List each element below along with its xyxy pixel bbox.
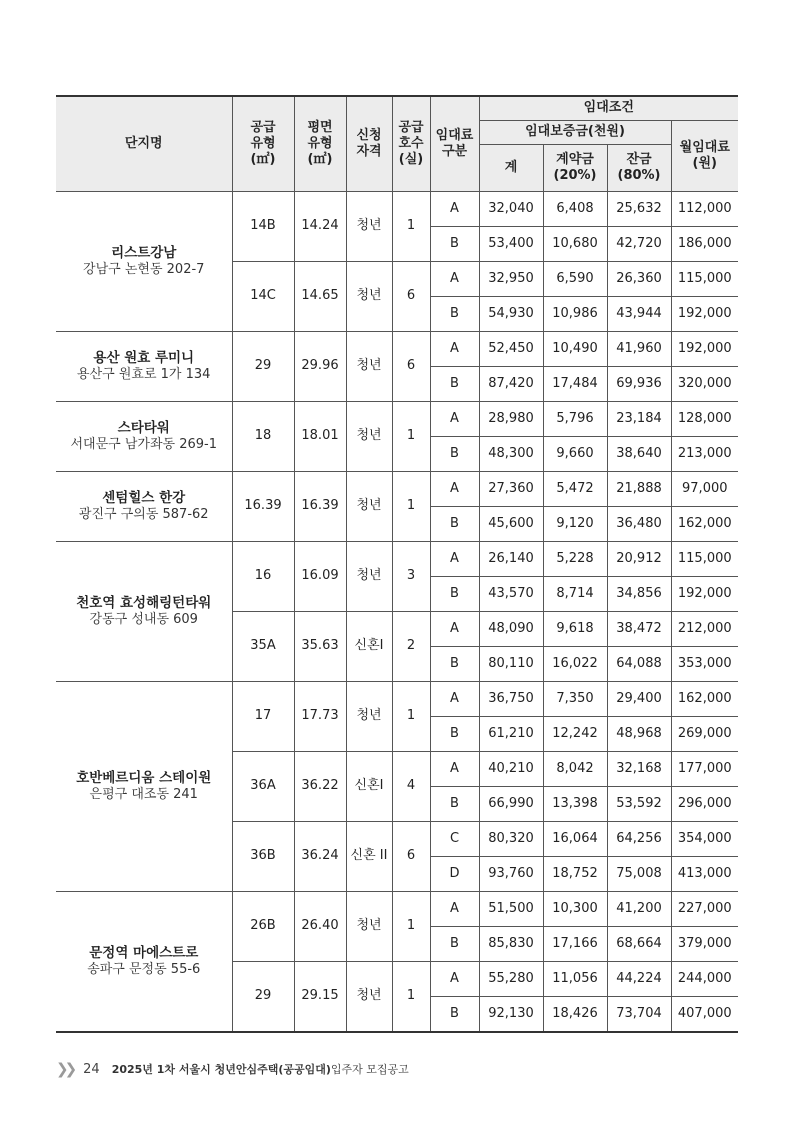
area-type-cell: 14.65 [294,262,346,332]
contract-cell: 5,472 [543,472,607,507]
contract-cell: 8,714 [543,577,607,612]
rent-table [56,95,738,1033]
area-type-cell: 18.01 [294,402,346,472]
units-cell: 1 [392,682,430,752]
complex-cell [56,542,232,682]
deposit-total-cell: 53,400 [479,227,543,262]
supply-type-cell: 14C [232,262,294,332]
monthly-rent-cell: 177,000 [671,752,738,787]
rent-class-cell: B [430,647,479,682]
balance-cell: 42,720 [607,227,671,262]
eligibility-cell: 청년 [346,542,392,612]
deposit-total-cell: 48,300 [479,437,543,472]
balance-cell: 38,640 [607,437,671,472]
col-deposit: 임대보증금(천원) [479,121,671,145]
rent-class-cell: A [430,472,479,507]
contract-cell: 9,120 [543,507,607,542]
complex-cell [56,332,232,402]
supply-type-cell: 16 [232,542,294,612]
balance-cell: 44,224 [607,962,671,997]
rent-class-cell: B [430,227,479,262]
rent-class-cell: A [430,192,479,227]
supply-type-cell: 29 [232,962,294,1033]
balance-cell: 48,968 [607,717,671,752]
units-cell: 1 [392,892,430,962]
col-monthly: 월임대료 (원) [671,121,738,192]
deposit-total-cell: 32,950 [479,262,543,297]
area-type-cell: 29.15 [294,962,346,1033]
deposit-total-cell: 55,280 [479,962,543,997]
col-total: 계 [479,145,543,192]
rent-class-cell: A [430,752,479,787]
units-cell: 6 [392,822,430,892]
deposit-total-cell: 85,830 [479,927,543,962]
col-balance: 잔금 (80%) [607,145,671,192]
eligibility-cell: 청년 [346,332,392,402]
monthly-rent-cell: 115,000 [671,542,738,577]
deposit-total-cell: 92,130 [479,997,543,1033]
area-type-cell: 14.24 [294,192,346,262]
deposit-total-cell: 87,420 [479,367,543,402]
rent-class-cell: B [430,927,479,962]
rent-class-cell: D [430,857,479,892]
monthly-rent-cell: 213,000 [671,437,738,472]
complex-name: 용산 원효 루미니 [93,349,195,366]
contract-cell: 5,796 [543,402,607,437]
rent-class-cell: B [430,787,479,822]
supply-type-cell: 16.39 [232,472,294,542]
supply-type-cell: 18 [232,402,294,472]
units-cell: 6 [392,262,430,332]
contract-cell: 9,660 [543,437,607,472]
balance-cell: 75,008 [607,857,671,892]
complex-cell [56,192,232,332]
complex-cell [56,402,232,472]
contract-cell: 11,056 [543,962,607,997]
contract-cell: 16,064 [543,822,607,857]
deposit-total-cell: 66,990 [479,787,543,822]
rent-class-cell: B [430,367,479,402]
col-contract: 계약금 (20%) [543,145,607,192]
monthly-rent-cell: 162,000 [671,682,738,717]
complex-cell [56,892,232,1033]
complex-address: 강남구 논현동 202-7 [83,261,205,277]
monthly-rent-cell: 97,000 [671,472,738,507]
monthly-rent-cell: 320,000 [671,367,738,402]
deposit-total-cell: 36,750 [479,682,543,717]
units-cell: 1 [392,192,430,262]
supply-type-cell: 36A [232,752,294,822]
supply-type-cell: 14B [232,192,294,262]
rent-class-cell: A [430,332,479,367]
monthly-rent-cell: 192,000 [671,577,738,612]
rent-class-cell: B [430,437,479,472]
page-number: 24 [83,1061,100,1077]
complex-address: 은평구 대조동 241 [89,786,198,802]
contract-cell: 17,166 [543,927,607,962]
deposit-total-cell: 43,570 [479,577,543,612]
area-type-cell: 16.09 [294,542,346,612]
complex-name: 스타타워 [117,419,170,436]
rent-class-cell: A [430,262,479,297]
col-complex-name: 단지명 [56,96,232,192]
table-row [56,682,738,717]
deposit-total-cell: 52,450 [479,332,543,367]
rent-class-cell: A [430,612,479,647]
rent-class-cell: A [430,542,479,577]
balance-cell: 29,400 [607,682,671,717]
rent-class-cell: A [430,682,479,717]
units-cell: 2 [392,612,430,682]
rent-class-cell: A [430,402,479,437]
col-eligibility: 신청 자격 [346,96,392,192]
col-rent-class: 임대료 구분 [430,96,479,192]
deposit-total-cell: 93,760 [479,857,543,892]
monthly-rent-cell: 379,000 [671,927,738,962]
deposit-total-cell: 40,210 [479,752,543,787]
contract-cell: 18,426 [543,997,607,1033]
table-row [56,192,738,227]
eligibility-cell: 청년 [346,682,392,752]
monthly-rent-cell: 413,000 [671,857,738,892]
rent-class-cell: B [430,507,479,542]
complex-cell [56,472,232,542]
units-cell: 1 [392,402,430,472]
deposit-total-cell: 54,930 [479,297,543,332]
balance-cell: 21,888 [607,472,671,507]
table-row [56,472,738,507]
balance-cell: 26,360 [607,262,671,297]
contract-cell: 10,490 [543,332,607,367]
contract-cell: 6,590 [543,262,607,297]
eligibility-cell: 신혼 II [346,822,392,892]
col-area-type: 평면 유형 (㎡) [294,96,346,192]
balance-cell: 64,256 [607,822,671,857]
contract-cell: 9,618 [543,612,607,647]
complex-address: 강동구 성내동 609 [89,611,198,627]
deposit-total-cell: 26,140 [479,542,543,577]
monthly-rent-cell: 192,000 [671,297,738,332]
units-cell: 6 [392,332,430,402]
supply-type-cell: 36B [232,822,294,892]
balance-cell: 38,472 [607,612,671,647]
units-cell: 3 [392,542,430,612]
supply-type-cell: 35A [232,612,294,682]
supply-type-cell: 26B [232,892,294,962]
contract-cell: 12,242 [543,717,607,752]
units-cell: 1 [392,962,430,1033]
balance-cell: 23,184 [607,402,671,437]
rent-class-cell: A [430,892,479,927]
monthly-rent-cell: 354,000 [671,822,738,857]
monthly-rent-cell: 269,000 [671,717,738,752]
contract-cell: 16,022 [543,647,607,682]
units-cell: 4 [392,752,430,822]
complex-name: 리스트강남 [111,244,177,261]
supply-type-cell: 29 [232,332,294,402]
footer-subtitle: 입주자 모집공고 [330,1063,409,1076]
balance-cell: 41,200 [607,892,671,927]
area-type-cell: 29.96 [294,332,346,402]
area-type-cell: 16.39 [294,472,346,542]
deposit-total-cell: 45,600 [479,507,543,542]
balance-cell: 64,088 [607,647,671,682]
area-type-cell: 35.63 [294,612,346,682]
monthly-rent-cell: 296,000 [671,787,738,822]
balance-cell: 34,856 [607,577,671,612]
balance-cell: 41,960 [607,332,671,367]
contract-cell: 13,398 [543,787,607,822]
deposit-total-cell: 80,320 [479,822,543,857]
contract-cell: 10,986 [543,297,607,332]
monthly-rent-cell: 112,000 [671,192,738,227]
balance-cell: 73,704 [607,997,671,1033]
eligibility-cell: 청년 [346,192,392,262]
balance-cell: 32,168 [607,752,671,787]
contract-cell: 8,042 [543,752,607,787]
balance-cell: 68,664 [607,927,671,962]
col-units: 공급 호수 (실) [392,96,430,192]
chevron-right-icon: ❯❯ [56,1060,74,1078]
rent-class-cell: B [430,577,479,612]
complex-name: 호반베르디움 스테이원 [76,769,212,786]
table-row [56,542,738,577]
balance-cell: 53,592 [607,787,671,822]
complex-address: 용산구 원효로 1가 134 [77,366,211,382]
contract-cell: 18,752 [543,857,607,892]
monthly-rent-cell: 115,000 [671,262,738,297]
rent-class-cell: A [430,962,479,997]
contract-cell: 10,680 [543,227,607,262]
monthly-rent-cell: 128,000 [671,402,738,437]
monthly-rent-cell: 192,000 [671,332,738,367]
monthly-rent-cell: 186,000 [671,227,738,262]
footer-title: 2025년 1차 서울시 청년안심주택(공공임대) [111,1063,331,1076]
balance-cell: 20,912 [607,542,671,577]
col-rent-conditions: 임대조건 [479,96,738,121]
eligibility-cell: 청년 [346,262,392,332]
deposit-total-cell: 32,040 [479,192,543,227]
monthly-rent-cell: 407,000 [671,997,738,1033]
eligibility-cell: 신혼I [346,612,392,682]
complex-name: 센텀힐스 한강 [102,489,186,506]
rent-class-cell: C [430,822,479,857]
deposit-total-cell: 27,360 [479,472,543,507]
eligibility-cell: 청년 [346,402,392,472]
eligibility-cell: 신혼I [346,752,392,822]
complex-address: 송파구 문정동 55-6 [87,961,201,977]
col-supply-type: 공급 유형 (㎡) [232,96,294,192]
contract-cell: 5,228 [543,542,607,577]
deposit-total-cell: 51,500 [479,892,543,927]
contract-cell: 6,408 [543,192,607,227]
table-row [56,402,738,437]
deposit-total-cell: 61,210 [479,717,543,752]
contract-cell: 17,484 [543,367,607,402]
complex-name: 천호역 효성해링턴타워 [76,594,212,611]
deposit-total-cell: 80,110 [479,647,543,682]
rent-class-cell: B [430,997,479,1033]
rent-class-cell: B [430,717,479,752]
table-body [56,192,738,1033]
complex-address: 서대문구 남가좌동 269-1 [70,436,217,452]
complex-address: 광진구 구의동 587-62 [78,506,209,522]
area-type-cell: 26.40 [294,892,346,962]
eligibility-cell: 청년 [346,962,392,1033]
area-type-cell: 36.24 [294,822,346,892]
rent-class-cell: B [430,297,479,332]
deposit-total-cell: 28,980 [479,402,543,437]
balance-cell: 69,936 [607,367,671,402]
contract-cell: 7,350 [543,682,607,717]
deposit-total-cell: 48,090 [479,612,543,647]
units-cell: 1 [392,472,430,542]
balance-cell: 43,944 [607,297,671,332]
balance-cell: 25,632 [607,192,671,227]
area-type-cell: 36.22 [294,752,346,822]
monthly-rent-cell: 353,000 [671,647,738,682]
contract-cell: 10,300 [543,892,607,927]
eligibility-cell: 청년 [346,472,392,542]
area-type-cell: 17.73 [294,682,346,752]
complex-cell [56,682,232,892]
monthly-rent-cell: 212,000 [671,612,738,647]
table-row [56,892,738,927]
balance-cell: 36,480 [607,507,671,542]
complex-name: 문정역 마에스트로 [89,944,199,961]
monthly-rent-cell: 227,000 [671,892,738,927]
page-footer [56,1058,409,1080]
eligibility-cell: 청년 [346,892,392,962]
monthly-rent-cell: 162,000 [671,507,738,542]
supply-type-cell: 17 [232,682,294,752]
monthly-rent-cell: 244,000 [671,962,738,997]
table-row [56,332,738,367]
